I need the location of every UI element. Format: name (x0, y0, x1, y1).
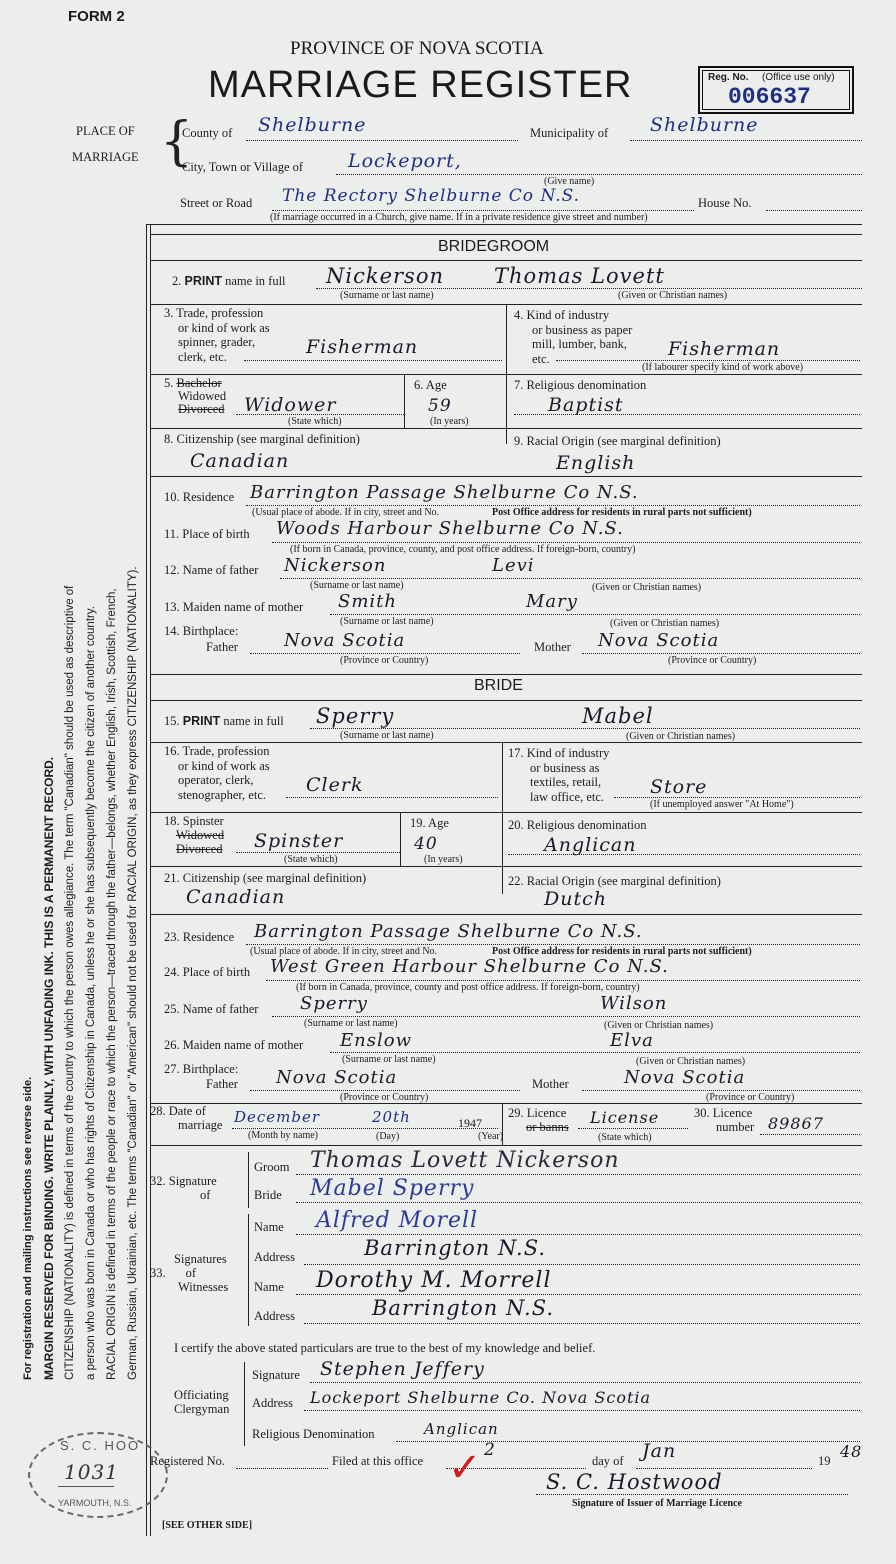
groom-trade-label-1: 3. Trade, profession (164, 306, 264, 320)
margin-line-4: a person who was born in Canada or who has rights of Citizenship in Canada, unless he or she has subsequently become the citizen of another country. (85, 606, 97, 1380)
bride-given-hint: (Given or Christian names) (626, 731, 736, 742)
w1-address-label: Address (254, 1250, 295, 1264)
groom-sig-line (296, 1174, 860, 1175)
groom-surname-hint: (Surname or last name) (340, 290, 434, 301)
groom-heading: BRIDEGROOM (438, 238, 550, 255)
w1-address-value: Barrington N.S. (364, 1236, 547, 1260)
reg-label: Reg. No. (708, 72, 749, 83)
municipality-label: Municipality of (530, 126, 609, 140)
bride-status-value: Spinster (254, 830, 344, 852)
groom-bp-father-line (250, 653, 520, 654)
groom-mother-given-hint: (Given or Christian names) (610, 618, 720, 629)
groom-father-line (280, 578, 860, 579)
groom-trade-line (244, 360, 502, 361)
bride-col-divider (502, 742, 503, 894)
groom-trade-label-3: spinner, grader, (178, 335, 256, 349)
groom-trade-label-4: clerk, etc. (178, 349, 227, 364)
groom-industry-value: Fisherman (668, 338, 781, 360)
bride-residence-value: Barrington Passage Shelburne Co N.S. (254, 921, 643, 942)
reg-note: (Office use only) (762, 72, 835, 83)
margin-line-1: For registration and mailing instructions see reverse side. (22, 1076, 34, 1380)
groom-rule-top (150, 234, 862, 235)
bride-citizenship-label: 21. Citizenship (see marginal definition) (164, 871, 367, 885)
bride-racial-label: 22. Racial Origin (see marginal definition) (508, 874, 721, 888)
bride-trade-label-4: stenographer, etc. (178, 787, 267, 802)
groom-mother-label: 13. Maiden name of mother (164, 600, 304, 614)
w1-name-line (296, 1234, 860, 1235)
clergy-label (174, 1388, 229, 1416)
bride-bp-father-line (250, 1090, 520, 1091)
registrar-stamp (28, 1432, 168, 1518)
bride-residence-label: 23. Residence (164, 930, 235, 944)
registered-line (236, 1468, 328, 1469)
bride-rule-top (150, 674, 862, 675)
groom-given-hint: (Given or Christian names) (618, 290, 728, 301)
w1-name-label: Name (254, 1220, 284, 1234)
groom-birth-value: Woods Harbour Shelburne Co N.S. (276, 518, 624, 539)
clergy-denom-line (396, 1441, 860, 1442)
bride-birth-hint: (If born in Canada, province, county and post office address. If foreign-born, country) (296, 982, 640, 993)
bride-status-opt-2: Widowed (176, 828, 225, 842)
marriage-month-hint: (Month by name) (248, 1130, 318, 1141)
groom-father-given: Levi (492, 555, 535, 576)
year-prefix: 19 (818, 1454, 831, 1468)
clergy-address-label: Address (252, 1396, 293, 1410)
filed-month: Jan (642, 1440, 677, 1462)
registration-number-box (698, 66, 854, 114)
clergy-label-1: Officiating (174, 1388, 229, 1402)
groom-rule-3 (150, 374, 862, 375)
groom-citizenship-value: Canadian (190, 450, 290, 472)
groom-bp-father-label: Father (206, 640, 238, 654)
bride-birth-label: 24. Place of birth (164, 965, 251, 979)
groom-birthplace-label: 14. Birthplace: (164, 624, 239, 638)
bride-father-label: 25. Name of father (164, 1002, 259, 1016)
groom-industry-label-4: etc. (532, 351, 550, 366)
groom-residence-hint-b: Post Office address for residents in rural parts not sufficient) (492, 507, 752, 518)
page-title: MARRIAGE REGISTER (208, 64, 633, 106)
witnesses-bracket (248, 1214, 249, 1326)
bride-industry-label-3: textiles, retail, (530, 775, 602, 789)
groom-status-opt-2: Widowed (178, 389, 227, 403)
marriage-day-hint: (Day) (376, 1131, 400, 1142)
groom-mother-surname: Smith (338, 591, 397, 612)
groom-industry-label-3: mill, lumber, bank, (532, 337, 627, 351)
licence-number-label-1: 30. Licence (694, 1106, 753, 1120)
groom-industry-hint: (If labourer specify kind of work above) (642, 362, 804, 373)
bride-status-num: 18. (164, 814, 180, 828)
margin-line-6: German, Russian, Ukrainian, etc. The terms "Canadian" or "American" should not be used for RACIAL ORIGIN, as they express CITIZENSHIP (NATIONALITY). (127, 566, 139, 1380)
bride-industry-label (508, 746, 609, 804)
red-check-mark: ✓ (448, 1445, 482, 1491)
bride-status-opt-1: Spinster (182, 814, 224, 828)
clergy-signature: Stephen Jeffery (320, 1358, 485, 1380)
groom-signature: Thomas Lovett Nickerson (310, 1148, 620, 1173)
groom-religion-value: Baptist (548, 394, 624, 416)
street-line (272, 210, 694, 211)
bride-residence-hint-a: (Usual place of abode. If in city, street and No. (250, 946, 438, 957)
licence-hint: (State which) (598, 1132, 652, 1143)
clergy-address-line (304, 1410, 860, 1411)
bride-religion-label: 20. Religious denomination (508, 818, 647, 832)
street-value: The Rectory Shelburne Co N.S. (282, 186, 581, 206)
bride-name-label (164, 714, 284, 729)
marriage-date-label (150, 1104, 222, 1132)
bride-surname-hint: (Surname or last name) (340, 730, 434, 741)
licence-line (578, 1128, 688, 1129)
marriage-date-label-1: 28. Date of (150, 1104, 206, 1118)
bride-status-line (236, 852, 400, 853)
date-rule-top (150, 1103, 862, 1104)
witnesses-num: 33. (150, 1266, 166, 1280)
w2-address-value: Barrington N.S. (372, 1296, 555, 1320)
w2-address-label: Address (254, 1309, 295, 1323)
frame-left-inner (150, 224, 151, 1536)
bride-bp-mother-value: Nova Scotia (624, 1067, 746, 1088)
stamp-bottom-text: YARMOUTH, N.S. (58, 1498, 132, 1508)
groom-birth-line (272, 542, 860, 543)
groom-status-opt-1: Bachelor (176, 376, 222, 390)
county-line (246, 140, 518, 141)
groom-given: Thomas Lovett (494, 264, 665, 288)
groom-surname: Nickerson (326, 264, 444, 288)
bride-name-rest: name in full (223, 714, 284, 728)
bride-rule-5 (150, 914, 862, 915)
licence-label-1: 29. Licence (508, 1106, 567, 1120)
clergy-address: Lockeport Shelburne Co. Nova Scotia (310, 1388, 652, 1407)
bride-signature: Mabel Sperry (310, 1176, 475, 1201)
groom-bp-father-hint: (Province or Country) (340, 655, 429, 666)
bride-rule-4 (150, 866, 862, 867)
bride-birthplace-label: 27. Birthplace: (164, 1062, 239, 1076)
reg-number: 006637 (728, 84, 811, 110)
bride-trade-value: Clerk (306, 774, 364, 796)
bride-mother-surname-hint: (Surname or last name) (342, 1054, 436, 1065)
county-label: County of (182, 126, 233, 140)
frame-left-outer (146, 224, 147, 1536)
bride-trade-label-3: operator, clerk, (178, 773, 254, 787)
signature-num: 32. (150, 1174, 166, 1188)
groom-status-hint: (State which) (288, 416, 342, 427)
bride-trade-line (286, 797, 498, 798)
groom-age-label: 6. Age (414, 378, 447, 392)
bride-given: Mabel (582, 704, 654, 728)
w2-name-value: Dorothy M. Morrell (316, 1268, 552, 1293)
bride-status-label (164, 814, 224, 856)
witnesses-label-3: Witnesses (178, 1280, 229, 1294)
bride-mother-surname: Enslow (340, 1030, 412, 1051)
w2-name-line (296, 1294, 860, 1295)
marriage-year-hint: (Year) (478, 1131, 504, 1142)
groom-mother-line (330, 614, 860, 615)
groom-print-word: PRINT (184, 274, 222, 288)
groom-birth-label: 11. Place of birth (164, 527, 250, 541)
groom-industry-label (514, 308, 632, 366)
marriage-day: 20th (372, 1108, 411, 1126)
groom-rule-4 (150, 428, 862, 429)
municipality-line (630, 140, 862, 141)
bride-bp-father-hint: (Province or Country) (340, 1092, 429, 1103)
clergy-denomination: Anglican (424, 1420, 499, 1438)
bride-rule-2 (150, 742, 862, 743)
bride-name-num: 15. (164, 714, 180, 728)
form-code: FORM 2 (68, 8, 125, 25)
bride-citizenship-value: Canadian (186, 886, 286, 908)
municipality-value: Shelburne (650, 114, 759, 136)
province-heading: PROVINCE OF NOVA SCOTIA (290, 38, 544, 59)
filed-day: 2 (484, 1440, 496, 1460)
bride-residence-line (246, 944, 860, 945)
house-line (766, 210, 862, 211)
groom-birth-hint: (If born in Canada, province, county, and post office address. If foreign-born, country) (290, 544, 636, 555)
bride-mother-given-hint: (Given or Christian names) (636, 1056, 746, 1067)
marriage-month: December (234, 1108, 321, 1126)
bride-father-given: Wilson (600, 993, 668, 1014)
licence-divider (502, 1103, 503, 1145)
w1-name-value: Alfred Morell (316, 1208, 479, 1233)
stamp-top-text: S. C. HOO (60, 1438, 141, 1453)
bride-sig-label: Bride (254, 1188, 282, 1202)
bride-industry-label-4: law office, etc. (530, 789, 605, 804)
licence-number-line (760, 1134, 860, 1135)
groom-age-value: 59 (428, 396, 452, 416)
margin-line-2: MARGIN RESERVED FOR BINDING. WRITE PLAINLY, WITH UNFADING INK. THIS IS A PERMANENT RECORD. (42, 756, 56, 1380)
signature-of-label (150, 1174, 217, 1202)
place-brace: { (160, 112, 194, 172)
groom-status-label (164, 377, 226, 416)
bride-mother-label: 26. Maiden name of mother (164, 1038, 304, 1052)
bride-father-line (272, 1016, 860, 1017)
groom-industry-label-1: 4. Kind of industry (514, 308, 610, 322)
house-label: House No. (698, 196, 752, 210)
bride-print-word: PRINT (182, 714, 221, 728)
w2-address-line (304, 1323, 860, 1324)
bride-sig-line (296, 1202, 860, 1203)
clergy-label-2: Clergyman (174, 1402, 230, 1416)
margin-line-5: RACIAL ORIGIN is defined in terms of the people or race to which the person—traced through the father—belongs, whether English, Irish, Scottish, French, (106, 588, 118, 1380)
groom-status-opt-3: Divorced (178, 402, 225, 416)
groom-trade-label-2: or kind of work as (178, 320, 270, 335)
groom-mother-surname-hint: (Surname or last name) (340, 616, 434, 627)
groom-age-divider (404, 374, 405, 428)
bride-bp-father-value: Nova Scotia (276, 1067, 398, 1088)
licence-label-2: or banns (526, 1120, 569, 1134)
city-value: Lockeport, (348, 150, 462, 172)
clergy-sig-label: Signature (252, 1368, 300, 1382)
clergy-bracket (244, 1362, 245, 1446)
licence-number-value: 89867 (768, 1114, 824, 1133)
groom-age-hint: (In years) (430, 416, 469, 427)
licence-value: License (590, 1108, 660, 1127)
issuer-signature: S. C. Hostwood (546, 1470, 723, 1494)
bride-bp-mother-line (582, 1090, 860, 1091)
certify-text: I certify the above stated particulars are true to the best of my knowledge and belief. (174, 1341, 596, 1355)
witnesses-label (150, 1252, 228, 1294)
groom-mother-given: Mary (526, 591, 578, 612)
bride-industry-label-2: or business as (530, 760, 600, 775)
groom-industry-line (556, 360, 860, 361)
groom-racial-label: 9. Racial Origin (see marginal definition) (514, 434, 721, 448)
filed-label: Filed at this office (332, 1454, 424, 1468)
stamp-rule (58, 1486, 114, 1487)
bride-mother-line (330, 1052, 860, 1053)
groom-citizenship-label: 8. Citizenship (see marginal definition) (164, 432, 360, 446)
bride-industry-label-1: 17. Kind of industry (508, 746, 610, 760)
groom-racial-value: English (556, 452, 636, 474)
year-suffix: 48 (840, 1442, 863, 1461)
marriage-date-label-2: marriage (178, 1118, 223, 1132)
bride-bp-mother-label: Mother (532, 1077, 569, 1091)
groom-status-num: 5. (164, 376, 174, 390)
bride-birth-line (266, 980, 860, 981)
bride-father-given-hint: (Given or Christian names) (604, 1020, 714, 1031)
groom-bp-mother-line (582, 653, 860, 654)
place-label-2: MARRIAGE (72, 150, 139, 164)
city-line (336, 174, 862, 175)
margin-line-3: CITIZENSHIP (NATIONALITY) is defined in terms of the country to which the person owes allegiance. The term "Canadian" should be used as descriptive of (64, 585, 76, 1380)
bride-mother-given: Elva (610, 1030, 654, 1051)
bride-age-hint: (In years) (424, 854, 463, 865)
groom-sig-label: Groom (254, 1160, 290, 1174)
groom-trade-value: Fisherman (306, 336, 419, 358)
w2-name-label: Name (254, 1280, 284, 1294)
groom-industry-label-2: or business as paper (532, 322, 633, 337)
county-value: Shelburne (258, 114, 367, 136)
signature-label-2: of (200, 1188, 211, 1202)
groom-bp-father-value: Nova Scotia (284, 630, 406, 651)
bride-racial-value: Dutch (544, 888, 607, 910)
bride-bp-father-label: Father (206, 1077, 238, 1091)
city-label: City, Town or Village of (182, 160, 304, 174)
marriage-year: 1947 (458, 1116, 482, 1130)
sig-rule-top (150, 1145, 862, 1146)
bride-rule-3 (150, 812, 862, 813)
bride-trade-label-1: 16. Trade, profession (164, 744, 270, 758)
street-label: Street or Road (180, 196, 253, 210)
month-line (636, 1468, 812, 1469)
bride-heading: BRIDE (474, 677, 523, 694)
groom-father-surname-hint: (Surname or last name) (310, 580, 404, 591)
groom-residence-label: 10. Residence (164, 490, 235, 504)
bride-trade-label-2: or kind of work as (178, 758, 270, 773)
groom-father-surname: Nickerson (284, 555, 387, 576)
groom-bp-mother-value: Nova Scotia (598, 630, 720, 651)
bride-bp-mother-hint: (Province or Country) (706, 1092, 795, 1103)
clergy-denom-label: Religious Denomination (252, 1427, 375, 1441)
groom-rule-1 (150, 260, 862, 261)
issuer-sig-line (536, 1494, 848, 1495)
bride-residence-hint-b: Post Office address for residents in rural parts not sufficient) (492, 946, 752, 957)
groom-name-num: 2. (172, 274, 182, 288)
groom-name-line (316, 288, 862, 289)
issuer-label: Signature of Issuer of Marriage Licence (572, 1498, 742, 1509)
bride-age-value: 40 (414, 834, 438, 854)
groom-bp-mother-hint: (Province or Country) (668, 655, 757, 666)
licence-number-label-2: number (716, 1120, 755, 1134)
place-label-1: PLACE OF (76, 124, 135, 138)
bride-industry-hint: (If unemployed answer "At Home") (650, 799, 794, 810)
signature-bracket (248, 1152, 249, 1208)
witnesses-label-1: Signatures (174, 1252, 227, 1266)
groom-bp-mother-label: Mother (534, 640, 571, 654)
bride-father-surname-hint: (Surname or last name) (304, 1018, 398, 1029)
licence-number-label (694, 1106, 754, 1134)
bride-rule-1 (150, 700, 862, 701)
groom-rule-5 (150, 476, 862, 477)
witnesses-label-2: of (185, 1266, 197, 1280)
groom-residence-hint-a: (Usual place of abode. If in city, street and No. (252, 507, 440, 518)
groom-father-label: 12. Name of father (164, 563, 259, 577)
bride-religion-value: Anglican (544, 834, 637, 856)
give-name-hint: (Give name) (544, 176, 595, 187)
groom-residence-line (246, 505, 860, 506)
margin-instructions (18, 290, 144, 1380)
bride-age-divider (400, 812, 401, 866)
bride-age-label: 19. Age (410, 816, 449, 830)
groom-name-label (172, 274, 286, 289)
groom-father-given-hint: (Given or Christian names) (592, 582, 702, 593)
registered-label: Registered No. (150, 1454, 225, 1468)
day-of-label: day of (592, 1454, 624, 1468)
groom-status-value: Widower (244, 394, 337, 416)
bride-industry-value: Store (650, 776, 708, 798)
groom-name-rest: name in full (225, 274, 286, 288)
signature-label-1: Signature (168, 1174, 217, 1188)
clergy-sig-line (310, 1382, 860, 1383)
bride-name-line (310, 728, 860, 729)
bride-father-surname: Sperry (300, 993, 368, 1014)
w1-address-line (304, 1264, 860, 1265)
see-other-side: [SEE OTHER SIDE] (162, 1520, 253, 1531)
stamp-number: 1031 (64, 1460, 119, 1484)
bride-birth-value: West Green Harbour Shelburne Co N.S. (270, 956, 669, 977)
licence-label (508, 1106, 569, 1134)
bride-status-hint: (State which) (284, 854, 338, 865)
street-hint: (If marriage occurred in a Church, give name. If in a private residence give street and number) (270, 212, 648, 223)
bride-trade-label (164, 744, 270, 802)
frame-top (146, 224, 862, 225)
bride-surname: Sperry (316, 704, 395, 728)
groom-trade-label (164, 306, 270, 364)
groom-religion-label: 7. Religious denomination (514, 378, 647, 392)
bride-status-opt-3: Divorced (176, 842, 223, 856)
groom-residence-value: Barrington Passage Shelburne Co N.S. (250, 482, 639, 503)
